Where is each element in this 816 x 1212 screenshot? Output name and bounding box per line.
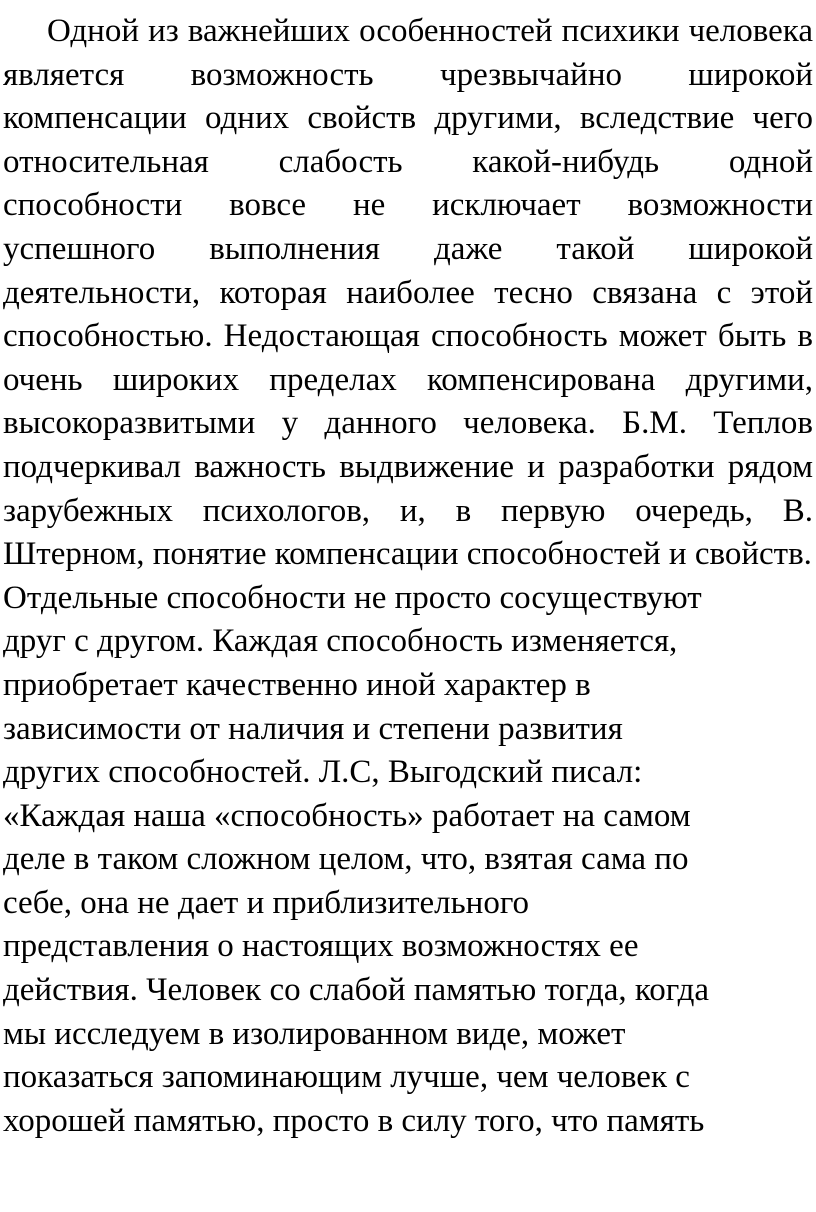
- text-line: зависимости от наличия и степени развития: [3, 710, 623, 747]
- text-line: показаться запоминающим лучше, чем человек с: [3, 1059, 690, 1096]
- text-line: приобретает качественно иной характер в: [3, 666, 591, 703]
- text-line: хорошей памятью, просто в силу того, что память: [3, 1102, 705, 1139]
- text-line: Отдельные способности не просто сосуществуют: [3, 579, 702, 616]
- text-line: себе, она не дает и приблизительного: [3, 884, 530, 921]
- text-line: представления о настоящих возможностях ее: [3, 928, 639, 965]
- text-line: деле в таком сложном целом, что, взятая сама по: [3, 841, 689, 878]
- paragraph-compensation: Одной из важнейших особенностей психики человека является возможность чрезвычайно широкой компенсации одних свойств другими, вследствие чего относительная слабость какой-нибудь одной способности вовсе не исключает возможности успешного выполнения даже такой широкой деятельности, которая наиболее тесно связана с этой способностью. Недостающая способность может быть в очень широких пределах компенсирована другими, высокоразвитыми у данного человека. Б.М. Теплов подчеркивал важность выдвижение и разработки рядом зарубежных психологов, и, в первую очередь, В. Штерном, понятие компенсации способностей и свойств.: [3, 13, 813, 573]
- document-page: [3, 10, 813, 1143]
- paragraph-abilities: [3, 577, 813, 1144]
- text-line: «Каждая наша «способность» работает на самом: [3, 797, 691, 834]
- text-line: других способностей. Л.С, Выгодский писал:: [3, 754, 643, 791]
- text-line: мы исследуем в изолированном виде, может: [3, 1015, 626, 1052]
- text-line: друг с другом. Каждая способность изменяется,: [3, 623, 678, 660]
- text-line: действия. Человек со слабой памятью тогда, когда: [3, 972, 710, 1009]
